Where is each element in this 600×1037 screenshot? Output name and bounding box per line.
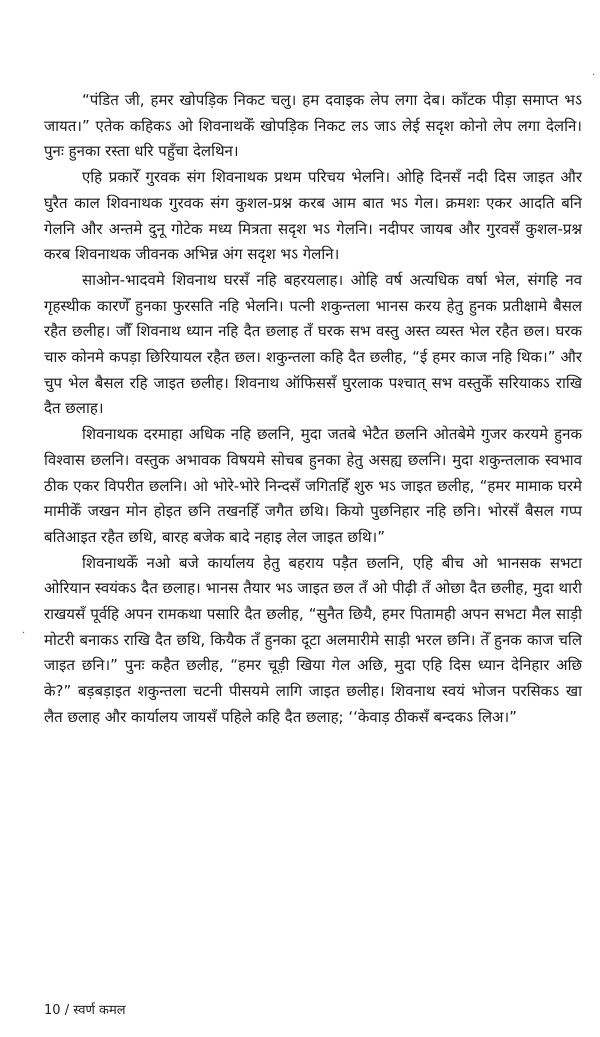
margin-speck: · [592,70,596,81]
paragraph: साओन-भादवमे शिवनाथ घरसँ नहि बहरयलाह। ओहि वर्ष अत्यधिक वर्षा भेल, संगहि नव गृहस्थीक कारणेँ हुनका फुरसति नहि भेलनि। पत्नी शकुन्तला भानस करय हेतु हुनक प्रतीक्षामे बैसल रहैत छलीह। जौँ शिवनाथ ध्यान नहि दैत छलाह तँ घरक सभ वस्तु अस्त व्यस्त भेल रहैत छल। घरक चारु कोनमे कपड़ा छिरियायल रहैत छल। शकुन्तला कहि दैत छलीह, “ई हमर काज नहि थिक।” और चुप भेल बैसल रहि जाइत छलीह। शिवनाथ ऑफिससँ घुरलाक पश्चात् सभ वस्तुकेँ सरियाकऽ राखि दैत छलाह। [44,270,582,418]
page-number: 10 [44,1003,61,1018]
footer-separator: / [64,1003,70,1018]
page-footer [44,1000,126,1018]
book-title: स्वर्ण कमल [73,1003,126,1018]
body-text [44,88,582,731]
margin-speck: · [22,628,26,639]
paragraph: शिवनाथक दरमाहा अधिक नहि छलनि, मुदा जतबे भेटैत छलनि ओतबेमे गुजर करयमे हुनक विश्वास छलनि। वस्तुक अभावक विषयमे सोचब हुनका हेतु असह्य छलनि। मुदा शकुन्तलाक स्वभाव ठीक एकर विपरीत छलनि। ओ भोरे-भोरे निन्दसँ जगितहिँ शुरु भऽ जाइत छलीह, “हमर मामाक घरमे मामीकेँ जखन मोन होइत छनि तखनहिँ जगैत छथि। कियो पुछनिहार नहि छनि। भोरसँ बैसल गप्प बतिआइत रहैत छथि, बारह बजेक बादे नहाइ लेल जाइत छथि।” [44,425,582,546]
paragraph: एहि प्रकारेँ गुरवक संग शिवनाथक प्रथम परिचय भेलनि। ओहि दिनसँ नदी दिस जाइत और घुरैत काल शिवनाथक गुरवक संग कुशल-प्रश्न करब आम बात भऽ गेल। क्रमशः एकर आदति बनि गेलनि और अन्तमे दुनू गोटेक मध्य मित्रता सदृश भऽ गेलनि। नदीपर जायब और गुरवसँ कुशल-प्रश्न करब शिवनाथक जीवनक अभिन्न अंग सदृश भऽ गेलनि। [44,168,582,264]
paragraph: शिवनाथकेँ नओ बजे कार्यालय हेतु बहराय पड़ैत छलनि, एहि बीच ओ भानसक सभटा ओरियान स्वयंकऽ दैत छलाह। भानस तैयार भऽ जाइत छल तँ ओ पीढ़ी तँ ओछा दैत छलीह, मुदा थारी राखयसँ पूर्वहि अपन रामकथा पसारि दैत छलीह, “सुनैत छियै, हमर पितामही अपन सभटा मैल साड़ी मोटरी बनाकऽ राखि दैत छथि, कियैक तँ हुनका दूटा अलमारीमे साड़ी भरल छनि। तेँ हुनक काज चलि जाइत छनि।” पुनः कहैत छलीह, “हमर चूड़ी खिया गेल अछि, मुदा एहि दिस ध्यान देनिहार अछि के?” बड़बड़ाइत शकुन्तला चटनी पीसयमे लागि जाइत छलीह। शिवनाथ स्वयं भोजन परसिकऽ खा लैत छलाह और कार्यालय जायसँ पहिले कहि दैत छलाह; ‘‘केवाड़ ठीकसँ बन्दकऽ लिअ।” [44,553,582,726]
paragraph: “पंडित जी, हमर खोपड़िक निकट चलु। हम दवाइक लेप लगा देब। काँटक पीड़ा समाप्त भऽ जायत।” एतेक कहिकऽ ओ शिवनाथकेँ खोपड़िक निकट लऽ जाऽ लेई सदृश कोनो लेप लगा देलनि। पुनः हुनका रस्ता धरि पहुँचा देलथिन। [44,91,582,161]
